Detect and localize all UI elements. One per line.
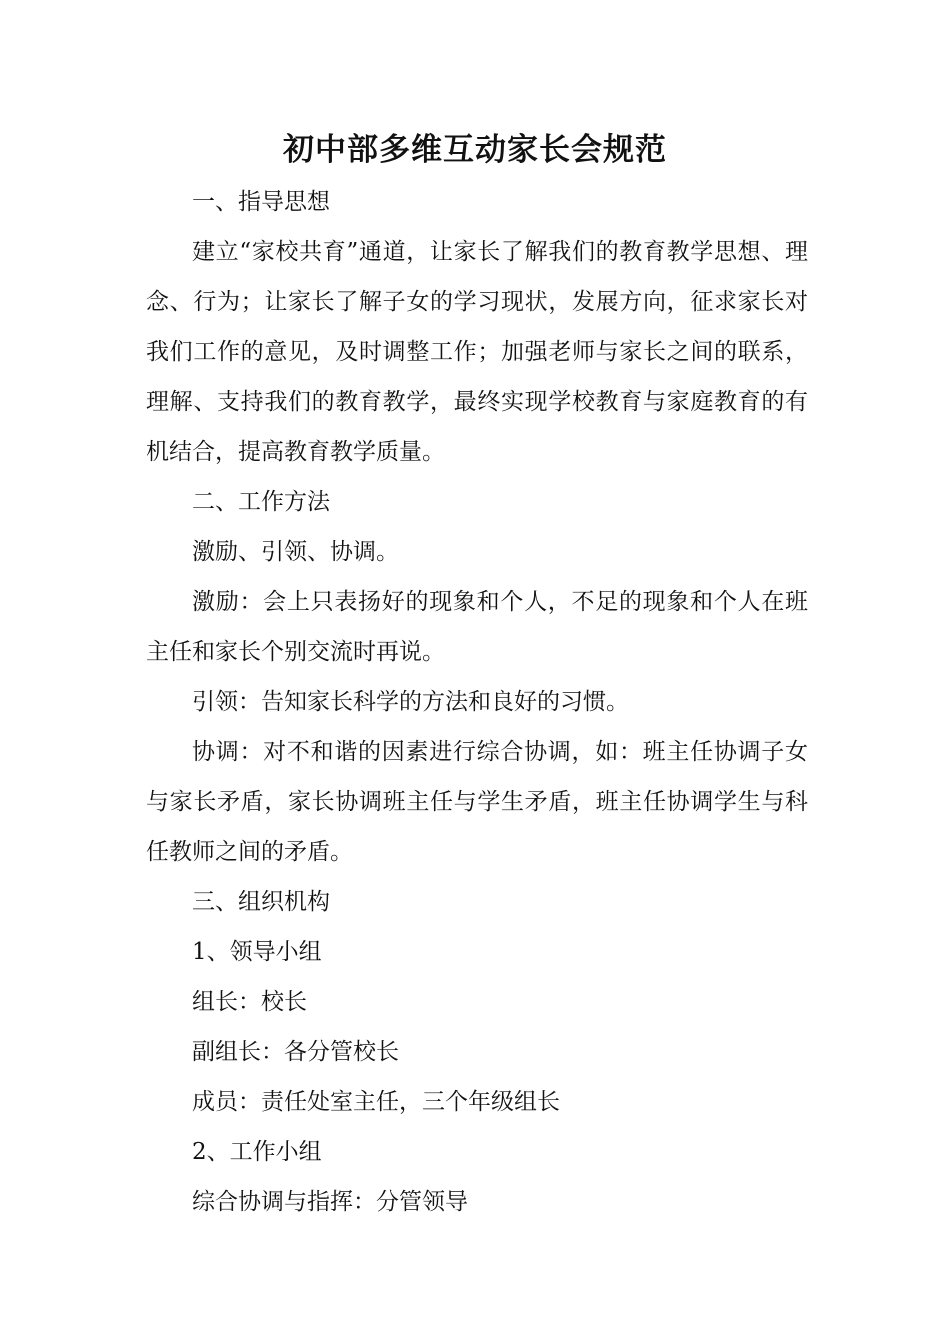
paragraph-guiding-ideology: 建立“家校共育”通道，让家长了解我们的教育教学思想、理念、行为；让家长了解子女的学习现状，发展方向，征求家长对我们工作的意见，及时调整工作；加强老师与家长之间的联系，理解、支持我们的教育教学，最终实现学校教育与家庭教育的有机结合，提高教育教学质量。 — [146, 239, 808, 465]
paragraph-methods-summary: 激励、引领、协调。 — [192, 539, 399, 565]
subheading-work-group: 2、工作小组 — [192, 1139, 322, 1165]
line-coordination-command: 综合协调与指挥：分管领导 — [192, 1189, 468, 1215]
paragraph-encourage: 激励：会上只表扬好的现象和个人，不足的现象和个人在班主任和家长个别交流时再说。 — [146, 589, 808, 665]
section-heading-organization: 三、组织机构 — [192, 889, 330, 915]
subheading-leadership-group: 1、领导小组 — [192, 939, 322, 965]
line-deputy-leader: 副组长：各分管校长 — [192, 1039, 399, 1065]
section-heading-work-methods: 二、工作方法 — [192, 489, 330, 515]
document-title: 初中部多维互动家长会规范 — [283, 132, 667, 168]
section-heading-guiding-ideology: 一、指导思想 — [192, 189, 330, 215]
paragraph-coordinate: 协调：对不和谐的因素进行综合协调，如：班主任协调子女与家长矛盾，家长协调班主任与学生矛盾，班主任协调学生与科任教师之间的矛盾。 — [146, 739, 808, 865]
line-members: 成员：责任处室主任，三个年级组长 — [192, 1089, 560, 1115]
paragraph-guide: 引领：告知家长科学的方法和良好的习惯。 — [192, 689, 629, 715]
line-group-leader: 组长：校长 — [192, 989, 307, 1015]
document-body — [146, 177, 808, 1227]
